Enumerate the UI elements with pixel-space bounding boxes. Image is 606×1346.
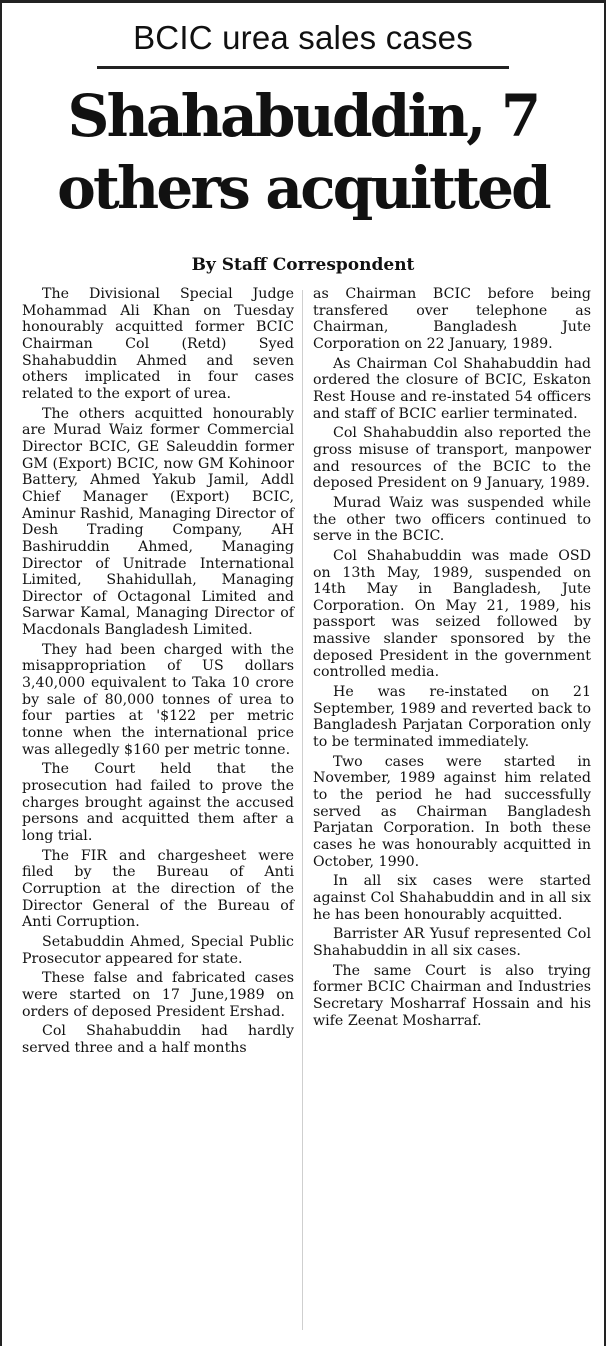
top-border (2, 0, 604, 3)
paragraph: The others acquitted honourably are Murad Waiz former Commercial Director BCIC, GE Saleuddin former GM (Export) BCIC, now GM Kohinoor Battery, Ahmed Yakub Jamil, Addl Chief Manager (Export) BCIC, Aminur Rashid, Managing Director of Desh Trading Company, AH Bashiruddin Ahmed, Managing Director of Unitrade International Limited, Shahidullah, Managing Director of Octagonal Limited and Sarwar Kamal, Managing Director of Macdonals Bangladesh Limited. (22, 405, 294, 639)
paragraph: He was re-instated on 21 September, 1989 and reverted back to Bangladesh Parjatan Corporation only to be terminated immediately. (313, 684, 591, 751)
paragraph: The Divisional Special Judge Mohammad Ali Khan on Tuesday honourably acquitted former BCIC Chairman Col (Retd) Syed Shahabuddin Ahmed and seven others implicated in four cases related to the export of urea. (22, 286, 294, 402)
left-column (22, 286, 294, 1060)
paragraph: Two cases were started in November, 1989 against him related to the period he had successfully served as Chairman Bangladesh Parjatan Corporation. In both these cases he was honourably acquitted in October, 1990. (313, 753, 591, 870)
paragraph: Col Shahabuddin was made OSD on 13th May, 1989, suspended on 14th May in Bangladesh, Jute Corporation. On May 21, 1989, his passport was seized followed by massive slander sponsored by the deposed President in the government controlled media. (313, 547, 591, 681)
paragraph: In all six cases were started against Col Shahabuddin and in all six he has been honourably acquitted. (313, 873, 591, 923)
paragraph: Setabuddin Ahmed, Special Public Prosecutor appeared for state. (22, 933, 294, 967)
paragraph: The FIR and chargesheet were filed by the Bureau of Anti Corruption at the direction of the Director General of the Bureau of Anti Corruption. (22, 847, 294, 931)
column-divider (302, 290, 303, 1330)
byline: By Staff Correspondent (191, 255, 415, 275)
paragraph: The same Court is also trying former BCIC Chairman and Industries Secretary Mosharraf Hossain and his wife Zeenat Mosharraf. (313, 962, 591, 1029)
right-column (313, 286, 591, 1032)
paragraph: Col Shahabuddin also reported the gross misuse of transport, manpower and resources of the BCIC to the deposed President on 9 January, 1989. (313, 425, 591, 492)
kicker-rule (97, 66, 509, 69)
headline: Shahabuddin, 7 others acquitted (57, 82, 549, 222)
paragraph: Col Shahabuddin had hardly served three and a half months (22, 1023, 294, 1056)
kicker: BCIC urea sales cases (133, 19, 473, 56)
paragraph: Barrister AR Yusuf represented Col Shahabuddin in all six cases. (313, 926, 591, 959)
paragraph: The Court held that the prosecution had failed to prove the charges brought against the accused persons and acquitted them after a long trial. (22, 761, 294, 844)
paragraph: These false and fabricated cases were started on 17 June,1989 on orders of deposed President Ershad. (22, 970, 294, 1020)
paragraph-continuation: as Chairman BCIC before being transfered over telephone as Chairman, Bangladesh Jute Corporation on 22 January, 1989. (313, 286, 591, 352)
paragraph: They had been charged with the misappropriation of US dollars 3,40,000 equivalent to Taka 10 crore by sale of 80,000 tonnes of urea to four parties at '$122 per metric tonne when the international price was allegedly $160 per metric tonne. (22, 641, 294, 758)
paragraph: As Chairman Col Shahabuddin had ordered the closure of BCIC, Eskaton Rest House and re-instated 54 officers and staff of BCIC earlier terminated. (313, 355, 591, 422)
paragraph: Murad Waiz was suspended while the other two officers continued to serve in the BCIC. (313, 494, 591, 545)
